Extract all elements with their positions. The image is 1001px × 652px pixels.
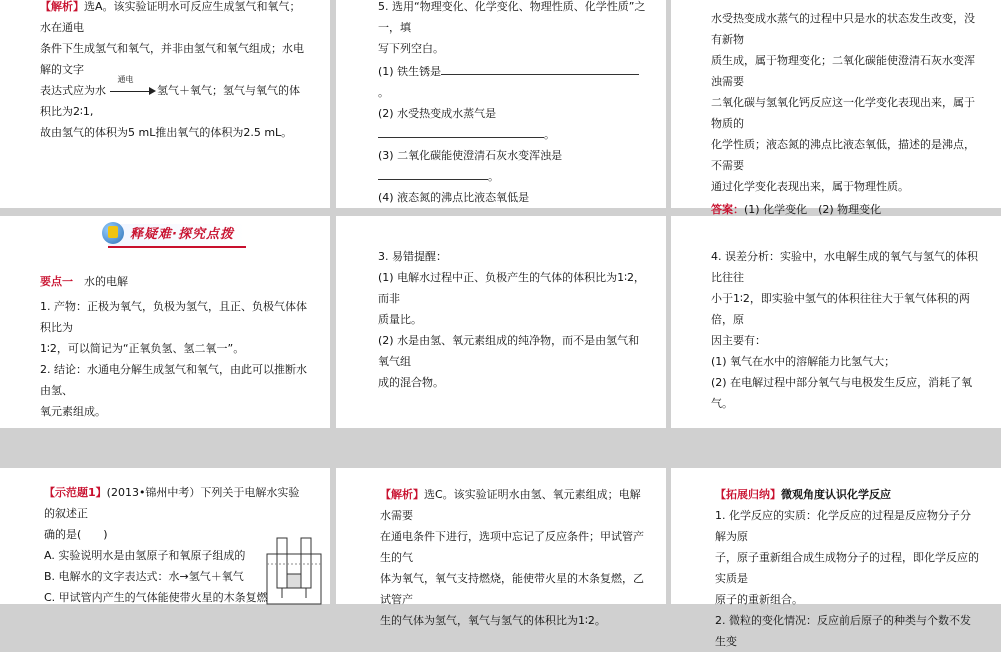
solution-text: 【解析】选A。该实验证明水可反应生成氢气和氧气；水在通电 条件下生成氢气和氧气，并非由氢气和氧气组成；水电解的文字 表达式应为水 通电 氢气＋氧气；氢气与氧气的体积比为2∶1, 故由氢气的体积为5 mL推出氧气的体积为2.5 mL。 [40,0,304,139]
answer-label: 答案： [711,203,744,216]
extension-title: 微观角度认识化学反应 [781,488,891,501]
slide-example-1 [0,468,330,604]
slide-key-point-1 [0,216,330,428]
exercise-text: 5. 选用“物理变化、化学变化、物理性质、化学性质”之一，填 写下列空白。 (1) 铁生锈是。 (2) 水受热变成水蒸气是。 (3) 二氧化碳能使澄清石灰水变浑浊是。 (4) 液态氮的沸点比液态氧低是 [378,0,646,229]
slide-example-solution [336,468,666,627]
answer-blank-1[interactable] [441,63,639,75]
answer-explanation: 水受热变成水蒸气的过程中只是水的状态发生改变，没有新物 质生成，属于物理变化；二氧化碳能使澄清石灰水变浑浊需要 二氧化碳与氢氧化钙反应这一化学变化表现出来，属于物质的 化学性质；液态氮的沸点比液态氧低，描述的是沸点，不需要 通过化学变化表现出来，属于物理性质。 答案：(1) 化学变化 (2) 物理变化 [711,12,975,216]
error-tips-text: 3. 易错提醒： (1) 电解水过程中正、负极产生的气体的体积比为1∶2，而非 质量比。 (2) 水是由氢、氧元素组成的纯净物，而不是由氢气和氧气组 成的混合物。 [378,250,645,389]
slide-extension-summary [671,468,1001,648]
point-title: 水的电解 [84,275,128,288]
electrolysis-apparatus-icon [265,534,323,606]
slide-exercise-5 [336,0,666,208]
electrolysis-arrow: 通电 [110,84,154,98]
extension-label: 【拓展归纳】 [715,488,781,501]
key-point-text: 要点一 水的电解 1. 产物：正极为氧气，负极为氢气，且正、负极气体体积比为 1∶2，可以简记为“正氧负氢、氢二氧一”。 2. 结论：水通电分解生成氢气和氧气，由此可以推断水由氢、 氧元素组成。 [40,275,307,418]
example-solution-text: 【解析】选C。该实验证明水由氢、氧元素组成；电解水需要 在通电条件下进行，选项中忘记了反应条件；甲试管产生的气 体为氧气，氧气支持燃烧，能使带火星的木条复燃，乙试管产 生的气体为氢气，氧气与氢气的体积比为1∶2。 [380,488,644,627]
section-banner: 释疑难·探究点拨 [108,224,246,248]
analysis-label: 【解析】 [40,0,84,13]
analysis-label: 【解析】 [380,488,424,501]
error-analysis-text: 4. 误差分析：实验中，水电解生成的氧气与氢气的体积比往往 小于1∶2，即实验中氢气的体积往往大于氧气体积的两倍，原 因主要有： (1) 氧气在水中的溶解能力比氢气大； (2) 在电解过程中部分氧气与电极发生反应，消耗了氧气。 [711,250,978,410]
answer-blank-3[interactable] [378,168,488,180]
point-label: 要点一 [40,275,73,288]
slide-error-tips [336,216,666,428]
slide-solution-1 [0,0,330,208]
answer-blank-2[interactable] [378,126,544,138]
book-icon [102,222,124,244]
example-text: 【示范题1】(2013•锦州中考）下列关于电解水实验的叙述正 确的是( ) A. 实验说明水是由氢原子和氧原子组成的 B. 电解水的文字表达式：水→氢气＋氧气 C. 甲试管内产生的气体能使带火星的木条复燃 [44,486,300,604]
slide-answer-5 [671,0,1001,216]
example-label: 【示范题1】 [44,486,107,499]
extension-text: 【拓展归纳】微观角度认识化学反应 1. 化学反应的实质：化学反应的过程是反应物分子分解为原 子，原子重新组合成生成物分子的过程，即化学反应的实质是 原子的重新组合。 2. 微粒的变化情况：反应前后原子的种类与个数不发生变 [715,488,979,648]
slide-error-analysis [671,216,1001,428]
